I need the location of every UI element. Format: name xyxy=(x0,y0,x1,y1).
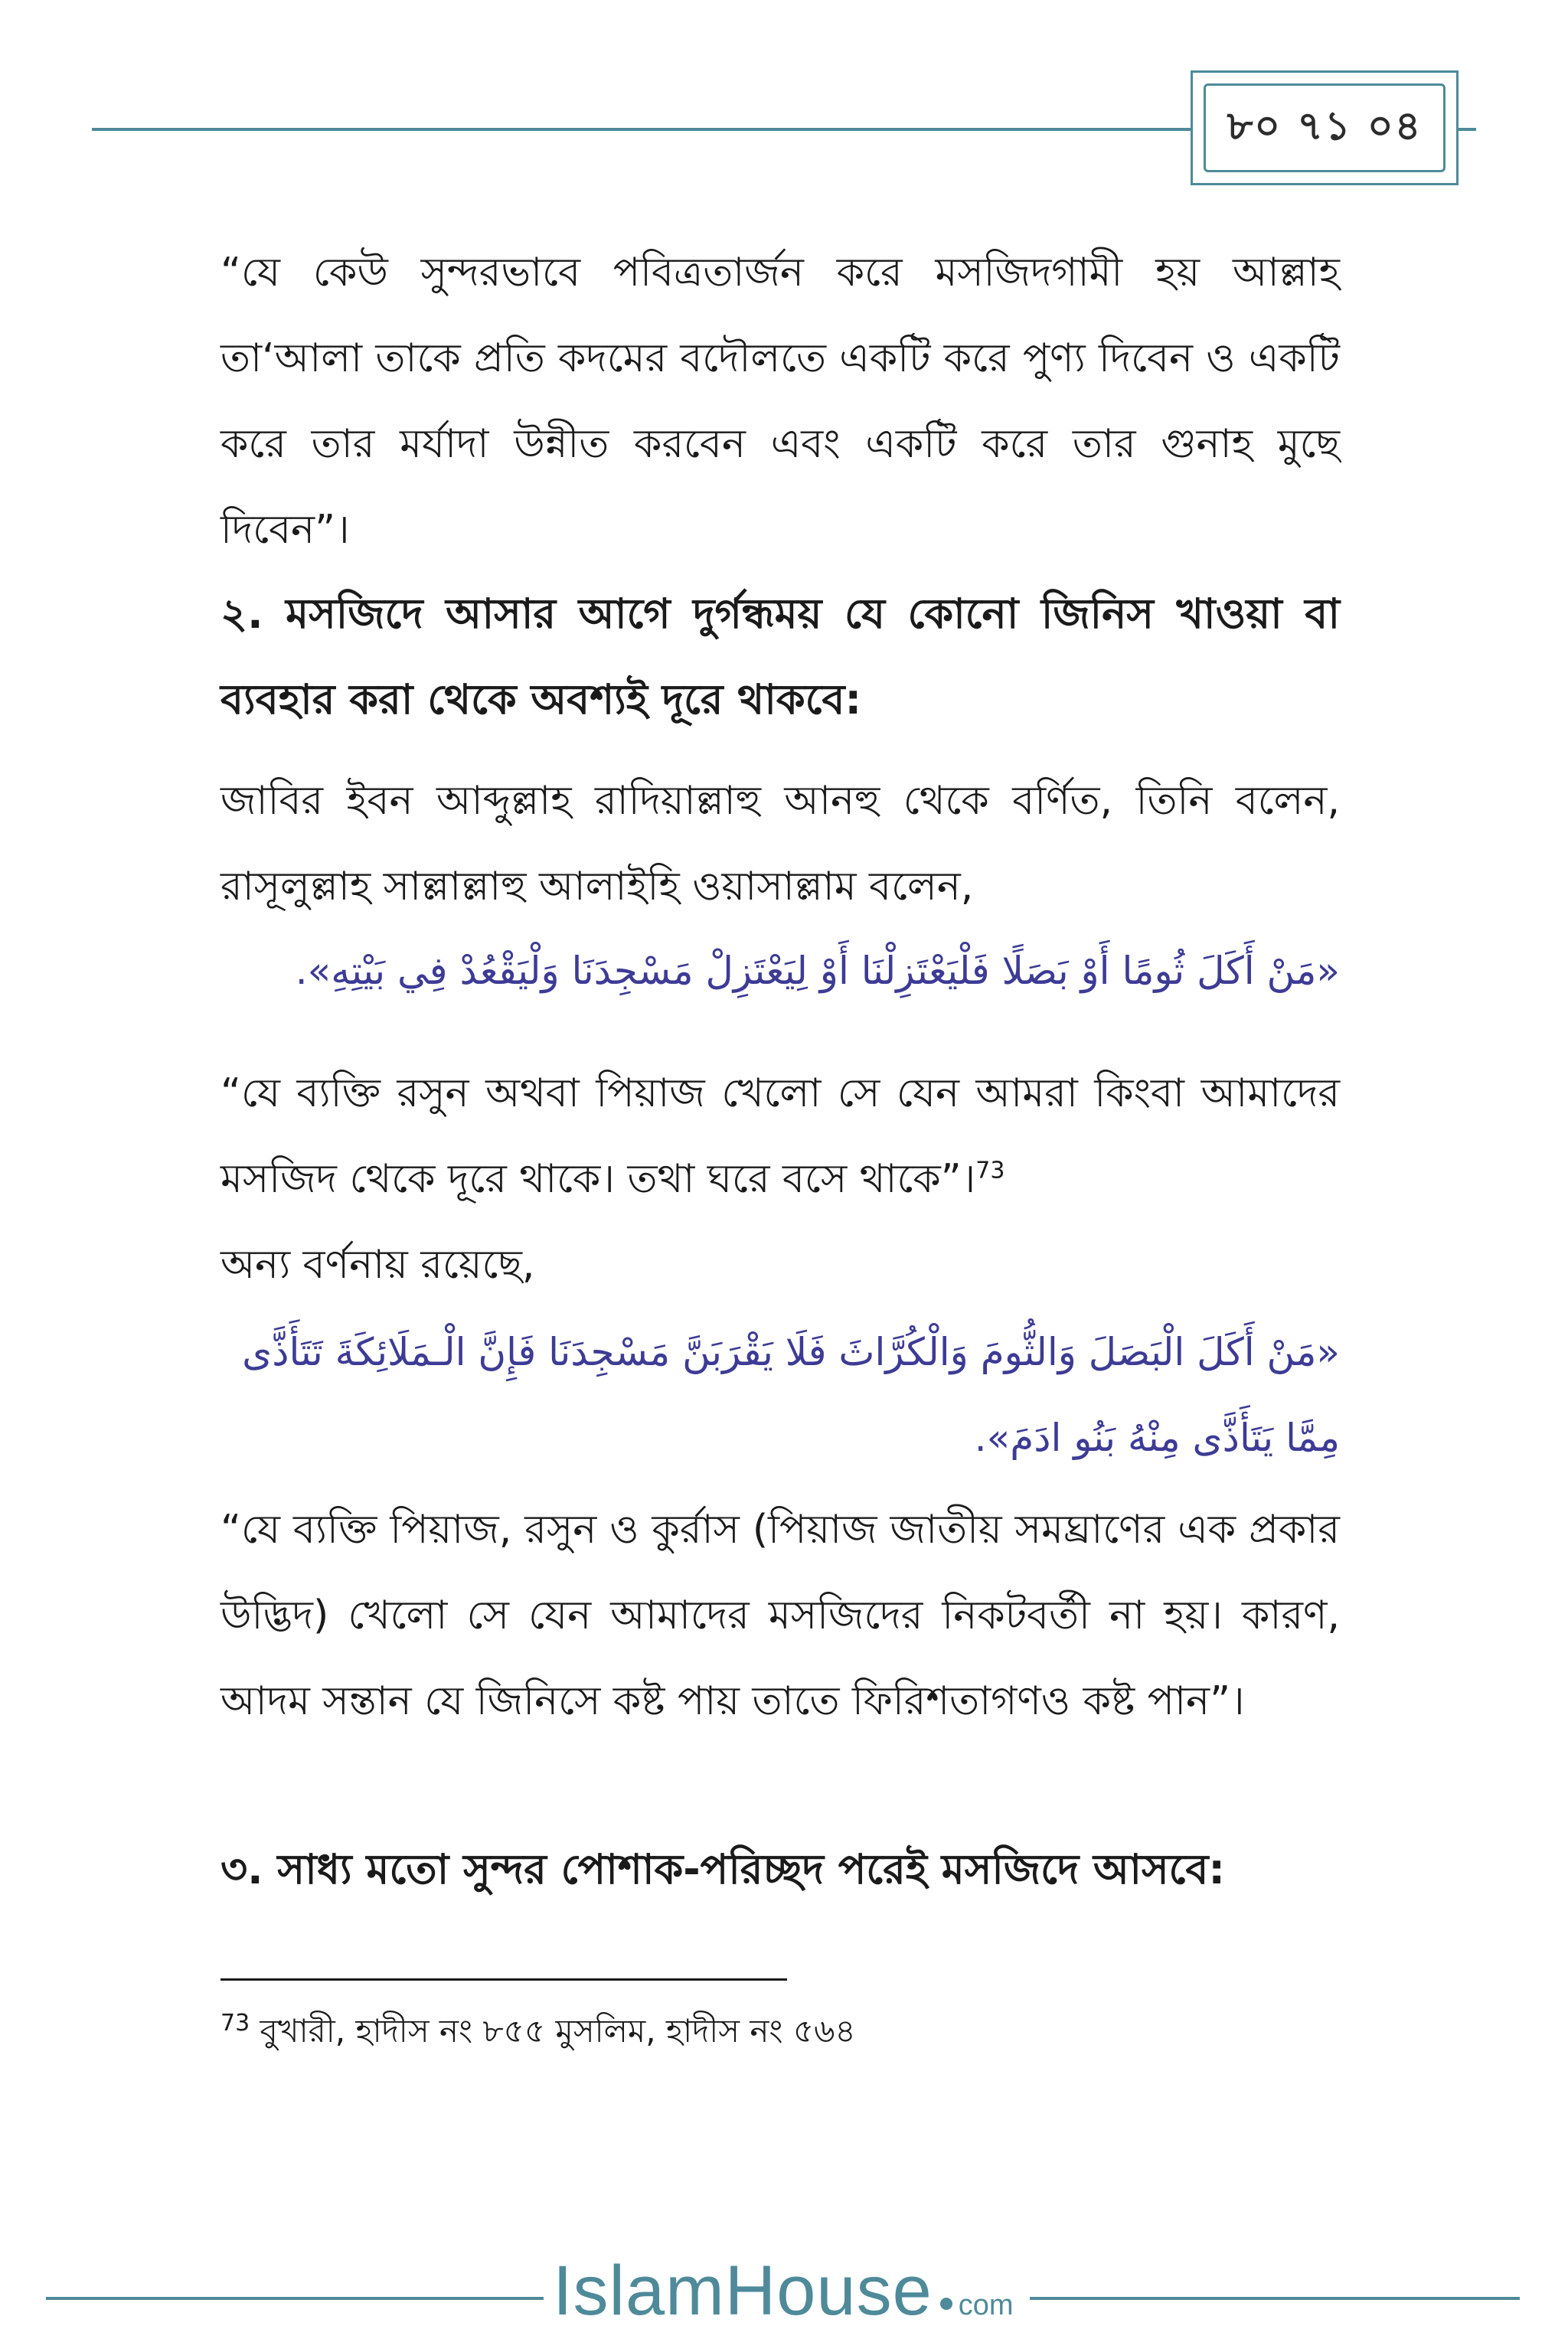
footnote-divider xyxy=(220,1978,787,1981)
brand-name: IslamHouse xyxy=(553,2252,933,2330)
heading-section-3: ৩. সাধ্য মতো সুন্দর পোশাক-পরিচ্ছদ পরেই মসজিদে আসবে: xyxy=(220,1845,1226,1893)
footer-rule-left xyxy=(46,2297,544,2300)
body-text xyxy=(220,230,1340,573)
footnote-text: বুখারী, হাদীস নং ৮৫৫ মুসলিম, হাদীস নং ৫৬৪ xyxy=(250,2012,856,2050)
another-narration xyxy=(220,1222,1340,1308)
page-number: ৮০ ৭১ ০৪ xyxy=(1204,83,1446,172)
footer-rule-right xyxy=(1030,2297,1520,2300)
paragraph-narration-intro: জাবির ইবন আব্দুল্লাহ রাদিয়াল্লাহু আনহু থেকে বর্ণিত, তিনি বলেন, রাসূলুল্লাহ সাল্লাল্লাহু আলাইহি ওয়াসাল্লাম বলেন, xyxy=(220,778,1340,910)
heading-section-2: ২. মসজিদে আসার আগে দুর্গন্ধময় যে কোনো জিনিস খাওয়া বা ব্যবহার করা থেকে অবশ্যই দূরে থাকবে: xyxy=(220,590,1340,724)
brand-dot-icon xyxy=(940,2298,952,2310)
footnote-number: 73 xyxy=(220,2010,250,2037)
narration-block xyxy=(220,758,1340,929)
arabic-block-2 xyxy=(220,1309,1340,1481)
footnote xyxy=(220,2004,856,2058)
paragraph-hadith-translation-3: “যে ব্যক্তি পিয়াজ, রসুন ও কুর্রাস (পিয়াজ জাতীয় সমঘ্রাণের এক প্রকার উদ্ভিদ) খেলো সে যেন আমাদের মসজিদের নিকটবর্তী না হয়। কারণ, আদম সন্তান যে জিনিসে কষ্ট পায় তাতে ফিরিশতাগণও কষ্ট পান”। xyxy=(220,1507,1340,1724)
arabic-hadith-1: «مَنْ أَكَلَ ثُومًا أَوْ بَصَلًا فَلْيَعْتَزِلْنَا أَوْ لِيَعْتَزِلْ مَسْجِدَنَا وَلْيَقْعُدْ فِي بَيْتِهِ». xyxy=(295,949,1340,993)
paragraph-hadith-translation-1: “যে কেউ সুন্দরভাবে পবিত্রতার্জন করে মসজিদগামী হয় আল্লাহ তা‘আলা তাকে প্রতি কদমের বদৌলতে একটি করে পুণ্য দিবেন ও একটি করে তার মর্যাদা উন্নীত করবেন এবং একটি করে তার গুনাহ মুছে দিবেন”। xyxy=(220,250,1340,553)
translation-block-2 xyxy=(220,1050,1340,1222)
brand-suffix: com xyxy=(958,2289,1014,2321)
paragraph-hadith-translation-2 xyxy=(220,1050,1340,1222)
page-number-badge xyxy=(1191,70,1459,185)
section-2 xyxy=(220,571,1340,743)
arabic-block-1 xyxy=(220,928,1340,1014)
section-3 xyxy=(220,1827,1340,1913)
islamhouse-logo xyxy=(553,2251,1014,2343)
translation-block-3 xyxy=(220,1487,1340,1744)
translation-2-text: “যে ব্যক্তি রসুন অথবা পিয়াজ খেলো সে যেন আমরা কিংবা আমাদের মসজিদ থেকে দূরে থাকে। তথা ঘরে বসে থাকে”। xyxy=(220,1070,1340,1202)
arabic-hadith-2: «مَنْ أَكَلَ الْبَصَلَ وَالثُّومَ وَالْكُرَّاثَ فَلَا يَقْرَبَنَّ مَسْجِدَنَا فَإِنَّ الْـمَلَائِكَةَ تَتَأَذَّى مِمَّا يَتَأَذَّى مِنْهُ بَنُو ادَمَ». xyxy=(242,1330,1340,1460)
paragraph-another-narration: অন্য বর্ণনায় রয়েছে, xyxy=(220,1242,535,1288)
footnote-ref-73[interactable]: 73 xyxy=(975,1157,1005,1184)
